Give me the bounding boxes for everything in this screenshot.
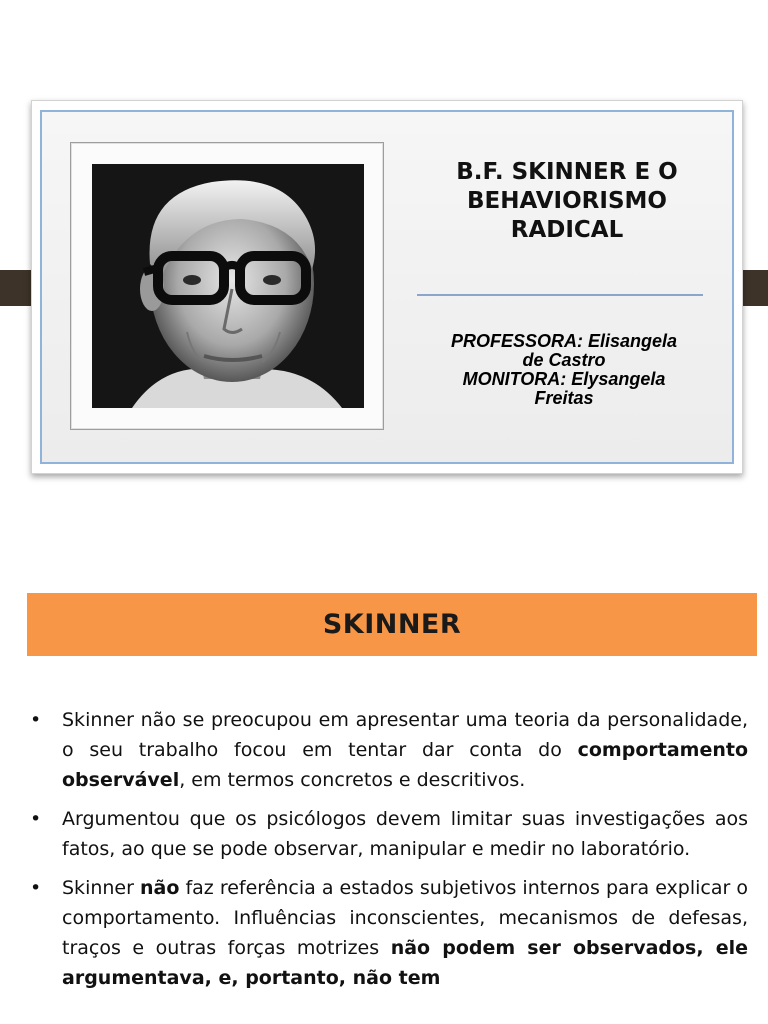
photo-frame bbox=[70, 142, 384, 430]
title-divider bbox=[417, 294, 703, 296]
title-line: BEHAVIORISMO bbox=[467, 188, 667, 214]
list-item bbox=[28, 705, 748, 795]
bullet-text: Skinner não se preocupou em apresentar uma teoria da personalidade, o seu trabalho focou em tentar dar conta do bbox=[62, 709, 748, 761]
list-item bbox=[28, 804, 748, 864]
title-line: B.F. SKINNER E O bbox=[456, 159, 678, 185]
credit-line: Freitas bbox=[534, 388, 594, 408]
bullet-emphasis: comportamento observável bbox=[62, 739, 748, 791]
title-line: RADICAL bbox=[510, 217, 624, 243]
bullet-text: Argumentou que os psicólogos devem limitar suas investigações aos fatos, ao que se pode observar, manipular e medir no laboratório. bbox=[62, 808, 748, 860]
bullet-marker: • bbox=[30, 877, 42, 899]
list-item bbox=[28, 873, 748, 993]
bullet-list bbox=[28, 705, 748, 1002]
bullet-marker: • bbox=[30, 808, 42, 830]
bullet-text: , em termos concretos e descritivos. bbox=[179, 769, 526, 791]
bullet-emphasis: não podem ser observados, ele argumentava, e, portanto, não tem bbox=[62, 937, 748, 989]
credit-line: PROFESSORA: Elisangela bbox=[450, 331, 678, 351]
portrait-photo bbox=[92, 164, 364, 408]
bullet-text: Skinner bbox=[62, 877, 140, 899]
title-card bbox=[31, 100, 743, 474]
bullet-marker: • bbox=[30, 709, 42, 731]
title-card-frame bbox=[40, 110, 734, 464]
section-heading: SKINNER bbox=[322, 609, 462, 640]
credits bbox=[414, 332, 714, 408]
presentation-title bbox=[422, 158, 712, 245]
bullet-text: faz referência a estados subjetivos internos para explicar o comportamento. Influências inconscientes, mecanismos de defesas, traços e outras forças motrizes bbox=[62, 877, 748, 959]
credit-line: MONITORA: Elysangela bbox=[462, 369, 666, 389]
section-heading-banner bbox=[27, 593, 757, 656]
bullet-emphasis: não bbox=[140, 877, 180, 899]
credit-line: de Castro bbox=[522, 350, 606, 370]
